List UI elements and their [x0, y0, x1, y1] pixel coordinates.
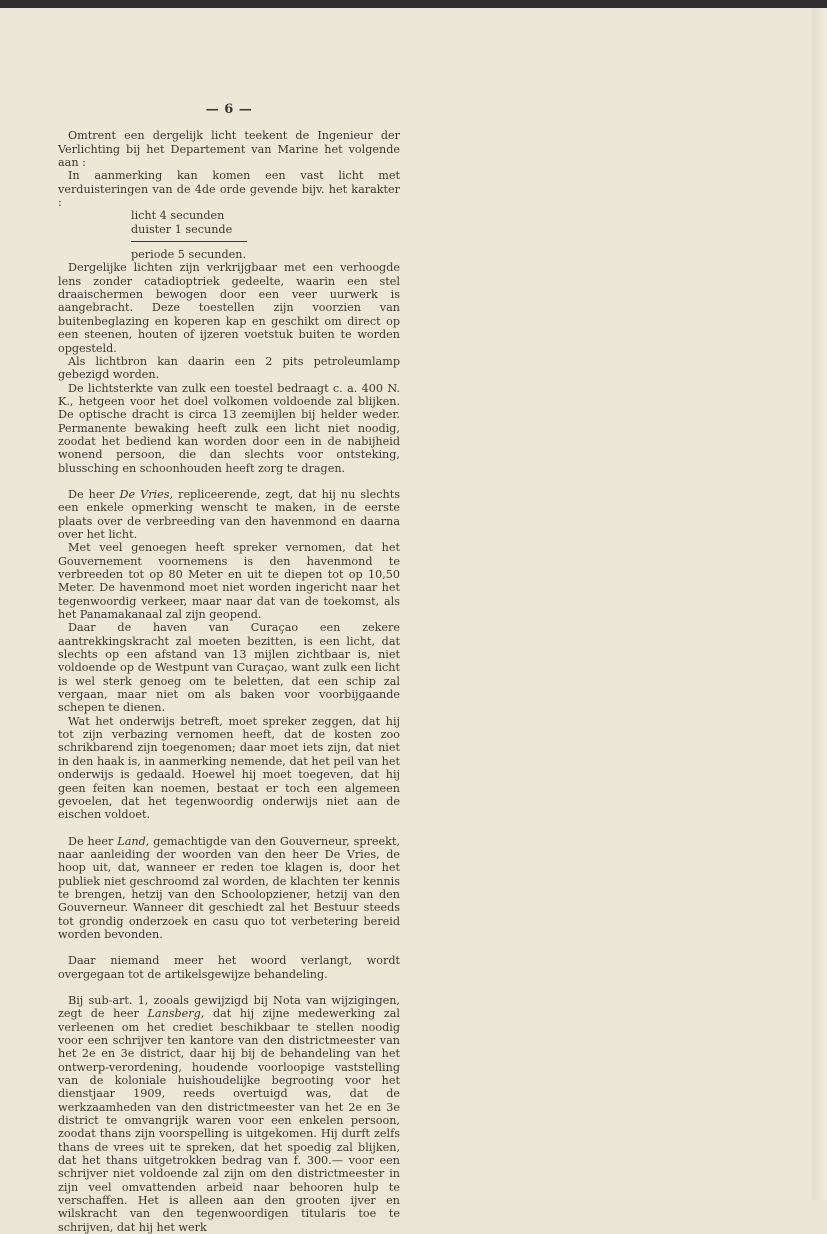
speaker-name: Lansberg,	[147, 1007, 205, 1021]
paragraph: Omtrent een dergelijk licht teekent de Ingenieur der Verlichting bij het Departement van Marine het volgende aan :	[58, 129, 400, 170]
page-number: — 6 —	[205, 102, 253, 117]
text: repliceerende, zegt, dat hij nu slechts een enkele opmerking wenscht te maken, in de eerste plaats over de verbreeding van den havenmond en daarna over het licht.	[58, 487, 400, 541]
paragraph: De lichtsterkte van zulk een toestel bedraagt c. a. 400 N. K., hetgeen voor het doel volkomen voldoende zal blijken. De optische dracht is circa 13 zeemijlen bij helder weder. Permanente bewaking heeft zulk een licht niet noodig, zoodat het bediend kan worden door een in de nabijheid wonend persoon, die dan slechts voor ontsteking, blussching en schoonhouden heeft zorg te dragen.	[58, 381, 400, 475]
text: De heer	[68, 834, 118, 848]
karakter-line: licht 4 secunden	[131, 209, 225, 223]
paragraph	[58, 488, 400, 541]
text-column	[58, 103, 400, 1234]
paragraph: Daar niemand meer het woord verlangt, wordt overgegaan tot de artikelsgewijze behandeling.	[58, 954, 400, 981]
paragraph: Als lichtbron kan daarin een 2 pits petroleumlamp gebezigd worden.	[58, 354, 400, 382]
text: De heer	[68, 487, 120, 501]
text: dat hij zijne medewerking zal verleenen om het crediet beschikbaar te stellen noodig voor een schrijver ten kantore van den districtmeester van het 2e en 3e district, daar hij bij de behandeling van het ontwerp-verordening, houdende voorloopige vaststelling van de koloniale huishoudelijke begrooting voor het dienstjaar 1909, reeds overtuigd was, dat de werkzaamheden van den districtmeester van het 2e en 3e district te omvangrijk waren voor een enkelen persoon, zoodat thans zijn voorspelling is uitgekomen. Hij durft zelfs thans de vrees uit te spreken, dat het spoedig zal blijken, dat het thans uitgetrokken bedrag van f. 300.— voor een schrijver niet voldoende zal zijn om den districtmeester in zijn veel omvattenden arbeid naar behooren hulp te verschaffen. Het is alleen aan den grooten ijver en wilskracht van den tegenwoordigen titularis toe te schrijven, dat hij het werk	[58, 1007, 400, 1234]
paragraph	[58, 994, 400, 1234]
text: Bij sub-art. 1, zooals gewijzigd bij Nota van wijzigingen, zegt de heer	[58, 993, 400, 1021]
top-edge	[0, 0, 827, 8]
document-page	[0, 8, 813, 1234]
page-edge	[812, 8, 827, 1200]
paragraph: Dergelijke lichten zijn verkrijgbaar met een verhoogde lens zonder catadioptriek gedeelte, waarin een stel draaischermen bewogen door een veer uurwerk is aangebracht. Deze toestellen zijn voorzien van buitenbeglazing en koperen kap en geschikt om direct op een steenen, houten of ijzeren voetstuk buiten te worden opgesteld.	[58, 261, 400, 355]
karakter-line: duister 1 secunde	[131, 222, 233, 236]
paragraph: Met veel genoegen heeft spreker vernomen, dat het Gouvernement voornemens is den havenmond te verbreeden tot op 80 Meter en uit te diepen tot op 10,50 Meter. De havenmond moet niet worden ingericht naar het tegenwoordig verkeer, maar naar dat van de toekomst, als het Panamakanaal zal zijn geopend.	[58, 541, 400, 622]
spacer	[58, 981, 400, 994]
speaker-name: De Vries,	[119, 487, 174, 501]
sum-rule	[131, 241, 247, 242]
spacer	[58, 475, 400, 488]
paragraph: In aanmerking kan komen een vast licht met verduisteringen van de 4de orde gevende bijv. het karakter :	[58, 169, 400, 210]
paragraph: Daar de haven van Curaçao een zekere aantrekkingskracht zal moeten bezitten, is een licht, dat slechts op een afstand van 13 mijlen zichtbaar is, niet voldoende op de Westpunt van Curaçao, want zulk een licht is wel sterk genoeg om te beletten, dat een schip zal vergaan, maar niet om als baken voor voorbijgaande schepen te dienen.	[58, 621, 400, 715]
text: gemachtigde van den Gouverneur, spreekt, naar aanleiding der woorden van den heer De Vries, de hoop uit, dat, wanneer er reden toe klagen is, door het publiek niet geschroomd zal worden, de klachten ter kennis te brengen, hetzij van den Schoolopziener, hetzij van den Gouverneur. Wanneer dit geschiedt zal het Bestuur steeds tot grondig onderzoek en casu quo tot verbetering bereid worden bevonden.	[58, 834, 400, 941]
paragraph	[58, 835, 400, 942]
karakter-line: periode 5 secunden.	[131, 248, 247, 262]
spacer	[58, 941, 400, 954]
speaker-name: Land,	[117, 834, 150, 848]
paragraph: Wat het onderwijs betreft, moet spreker zeggen, dat hij tot zijn verbazing vernomen heeft, dat de kosten zoo schrikbarend zijn toegenomen; daar moet iets zijn, dat niet in den haak is, in aanmerking nemende, dat het peil van het onderwijs is gedaald. Hoewel hij moet toegeven, dat hij geen feiten kan noemen, bestaat er toch een algemeen gevoelen, dat het tegenwoordig onderwijs niet aan de eischen voldoet.	[58, 714, 400, 822]
spacer	[58, 822, 400, 835]
